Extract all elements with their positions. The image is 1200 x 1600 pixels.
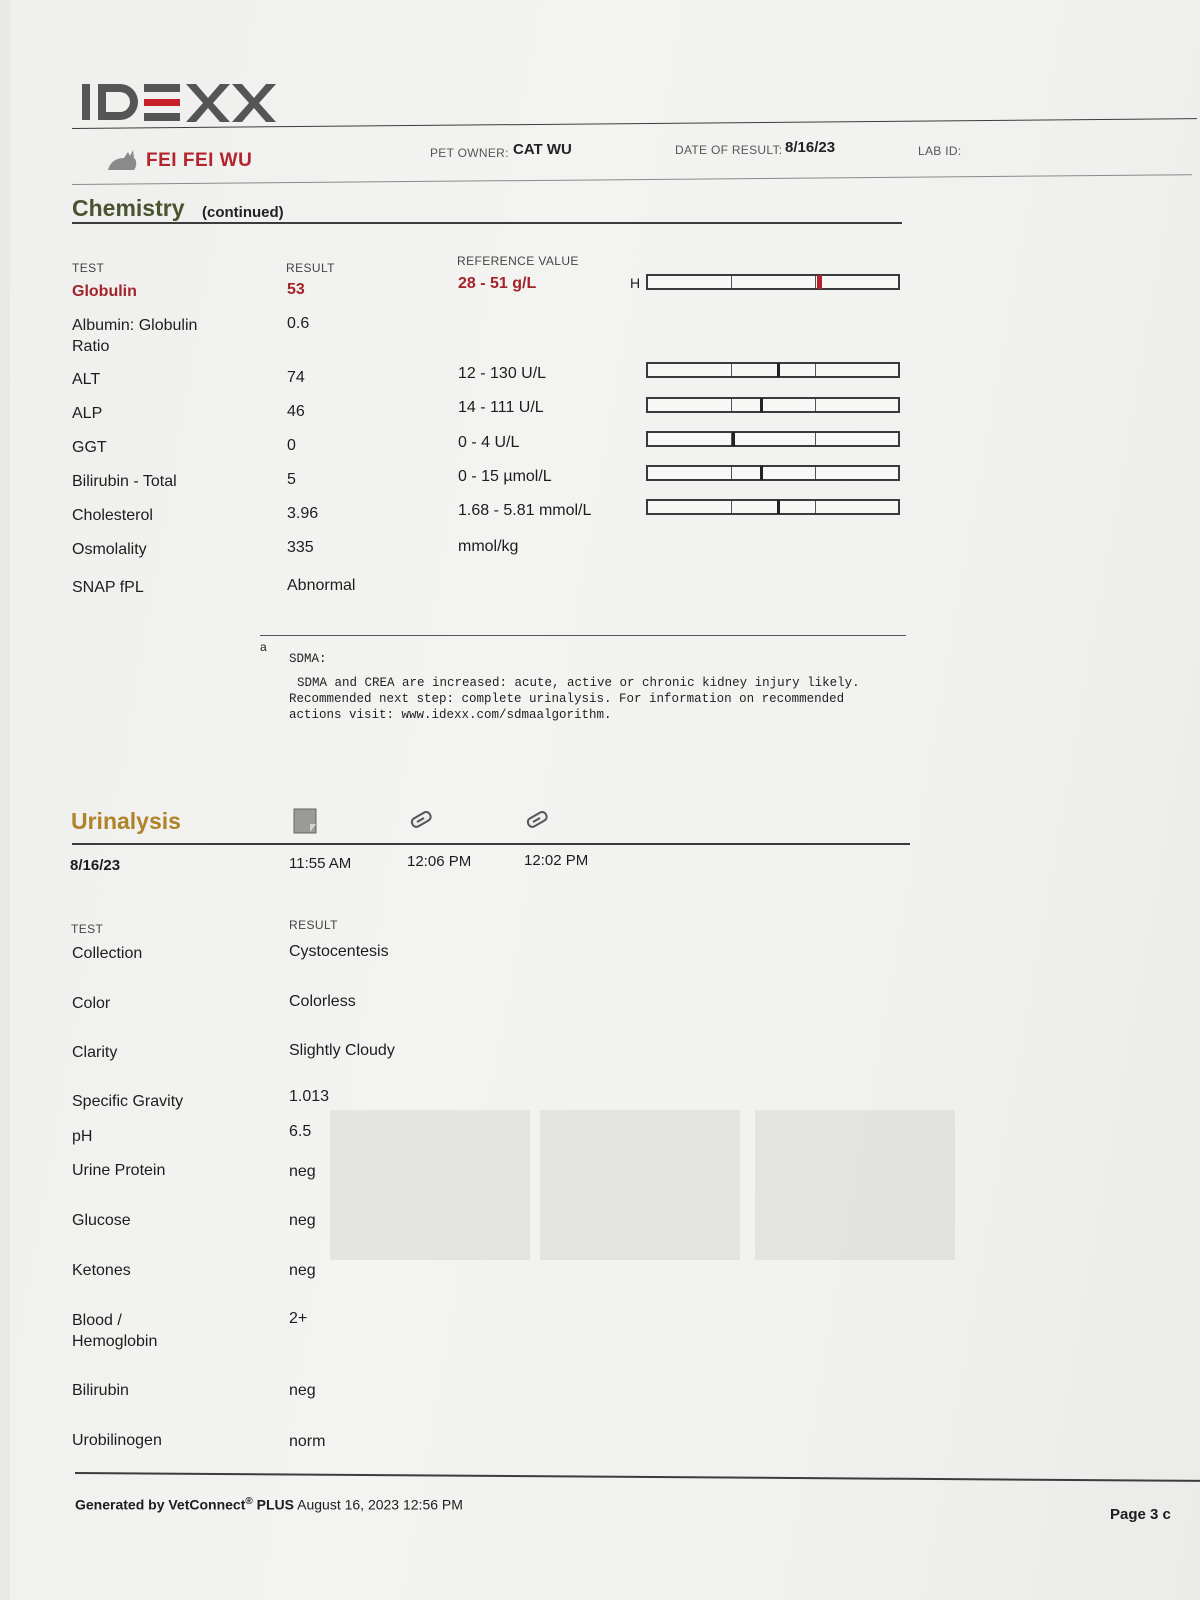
chemistry-subtitle: (continued) <box>202 204 284 221</box>
chem-test-name: Globulin <box>72 283 137 300</box>
gauge-divider <box>731 364 732 376</box>
idexx-logo <box>82 82 277 124</box>
chem-test-result: 46 <box>287 403 305 420</box>
chem-test-result: 5 <box>287 471 296 488</box>
chem-test-name: ALT <box>72 371 101 388</box>
gauge-marker <box>732 432 735 446</box>
reference-range-gauge <box>646 499 900 515</box>
patient-name: FEI FEI WU <box>146 150 253 171</box>
pet-owner-value: CAT WU <box>513 141 572 158</box>
gauge-divider <box>815 276 816 288</box>
ua-test-result: neg <box>289 1212 316 1229</box>
gauge-divider <box>731 399 732 411</box>
urinalysis-time: 12:02 PM <box>524 852 589 869</box>
chem-test-result: 53 <box>287 281 305 298</box>
urinalysis-time: 11:55 AM <box>289 855 352 872</box>
chem-test-name: ALP <box>72 405 103 422</box>
gauge-divider <box>815 501 816 513</box>
urinalysis-title: Urinalysis <box>71 808 181 834</box>
urinalysis-date: 8/16/23 <box>70 857 121 874</box>
bleed-through-block <box>330 1110 530 1260</box>
chem-test-result: 3.96 <box>287 505 319 522</box>
gauge-divider <box>815 364 816 376</box>
gauge-marker <box>817 275 822 289</box>
gauge-divider <box>815 467 816 479</box>
ua-test-name: Urine Protein <box>72 1162 166 1179</box>
ua-test-name: Color <box>72 995 111 1012</box>
gauge-marker <box>777 500 780 514</box>
chem-reference-value: 1.68 - 5.81 mmol/L <box>458 502 592 519</box>
ua-test-result: 2+ <box>289 1310 308 1327</box>
page-number: Page 3 c <box>1110 1506 1171 1523</box>
gauge-marker <box>760 466 763 480</box>
reference-range-gauge <box>646 465 900 481</box>
gauge-divider <box>815 433 816 445</box>
ua-test-result: neg <box>289 1382 316 1399</box>
reference-range-gauge <box>646 397 900 413</box>
ua-test-result: neg <box>289 1163 316 1180</box>
ua-test-name: pH <box>72 1128 93 1145</box>
test-strip-icon <box>524 806 550 832</box>
ua-col-result: RESULT <box>289 918 338 932</box>
ua-test-name: Collection <box>72 945 143 962</box>
gauge-divider <box>731 501 732 513</box>
ua-test-name: Glucose <box>72 1212 131 1229</box>
test-strip-icon <box>408 806 434 832</box>
cat-icon <box>106 146 140 172</box>
chem-reference-value: 0 - 4 U/L <box>458 434 520 451</box>
footer-generated: Generated by VetConnect® PLUS August 16, 2023 12:56 PM <box>75 1496 463 1513</box>
chem-test-name: GGT <box>72 439 107 456</box>
ua-test-name: Clarity <box>72 1044 118 1061</box>
ua-test-result: neg <box>289 1262 316 1279</box>
report-page <box>10 0 1200 1600</box>
ua-test-result: 6.5 <box>289 1123 312 1140</box>
chem-test-result: 0.6 <box>287 315 310 332</box>
gauge-divider <box>815 399 816 411</box>
chem-test-result: Abnormal <box>287 577 356 594</box>
reference-range-gauge <box>646 274 900 290</box>
gauge-marker <box>760 398 763 412</box>
note-title: SDMA: <box>289 652 327 666</box>
ua-test-name: Urobilinogen <box>72 1432 162 1449</box>
chem-test-name: Albumin: Globulin Ratio <box>72 317 198 355</box>
chem-reference-value: 0 - 15 µmol/L <box>458 468 552 485</box>
pet-owner-label: PET OWNER: <box>430 146 509 160</box>
chem-col-result: RESULT <box>286 261 335 275</box>
chem-col-test: TEST <box>72 261 105 275</box>
chem-col-reference: REFERENCE VALUE <box>457 254 579 268</box>
note-line: Recommended next step: complete urinalysis. For information on recommended <box>289 692 845 706</box>
ua-test-name: Specific Gravity <box>72 1093 184 1110</box>
chem-test-result: 335 <box>287 539 314 556</box>
high-flag: H <box>630 275 641 291</box>
svg-text:IDEXX: IDEXX <box>82 82 86 83</box>
gauge-divider <box>731 276 732 288</box>
gauge-marker <box>777 363 780 377</box>
ua-test-result: Cystocentesis <box>289 943 389 960</box>
bleed-through-block <box>540 1110 740 1260</box>
note-line: actions visit: www.idexx.com/sdmaalgorithm. <box>289 708 612 722</box>
ua-test-result: Colorless <box>289 993 356 1010</box>
chem-reference-value: mmol/kg <box>458 538 519 555</box>
note-marker: a <box>260 640 267 654</box>
date-of-result-value: 8/16/23 <box>785 139 836 156</box>
date-of-result-label: DATE OF RESULT: <box>675 143 783 157</box>
ua-test-name: Ketones <box>72 1262 131 1279</box>
chem-reference-value: 14 - 111 U/L <box>458 399 544 416</box>
chem-test-name: SNAP fPL <box>72 579 144 596</box>
footer-timestamp: August 16, 2023 12:56 PM <box>297 1496 463 1513</box>
ua-test-result: Slightly Cloudy <box>289 1042 395 1059</box>
chem-test-result: 74 <box>287 369 305 386</box>
chem-test-name: Bilirubin - Total <box>72 473 177 490</box>
document-icon <box>292 808 318 834</box>
chemistry-title: Chemistry <box>72 195 185 221</box>
chem-test-name: Osmolality <box>72 541 147 558</box>
note-line: SDMA and CREA are increased: acute, active or chronic kidney injury likely. <box>297 676 860 690</box>
ua-test-result: 1.013 <box>289 1088 330 1105</box>
chem-reference-value: 12 - 130 U/L <box>458 365 547 382</box>
ua-test-name: Bilirubin <box>72 1382 129 1399</box>
ua-test-name: Blood / Hemoglobin <box>72 1312 158 1350</box>
chem-test-result: 0 <box>287 437 296 454</box>
bleed-through-block <box>755 1110 955 1260</box>
lab-id-label: LAB ID: <box>918 144 962 158</box>
urinalysis-time: 12:06 PM <box>407 853 472 870</box>
reference-range-gauge <box>646 431 900 447</box>
ua-col-test: TEST <box>71 922 104 936</box>
gauge-divider <box>731 467 732 479</box>
ua-test-result: norm <box>289 1433 326 1450</box>
reference-range-gauge <box>646 362 900 378</box>
chem-reference-value: 28 - 51 g/L <box>458 275 537 292</box>
chem-test-name: Cholesterol <box>72 507 153 524</box>
